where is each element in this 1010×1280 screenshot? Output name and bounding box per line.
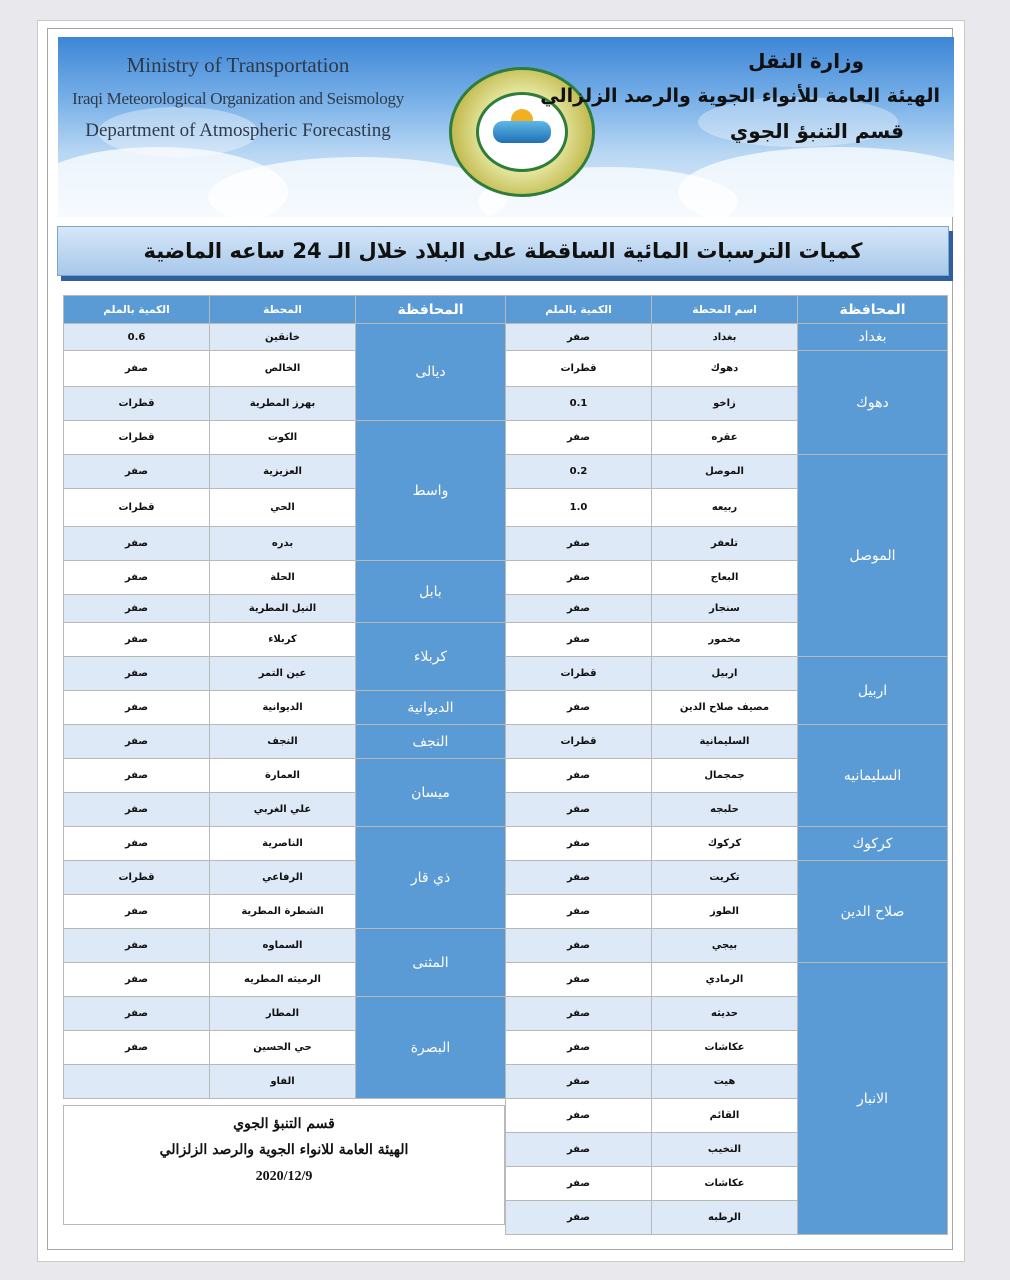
right-station-cell: مخمور: [652, 623, 798, 657]
right-header-governorate: المحافظة: [798, 296, 948, 324]
right-governorate-cell: صلاح الدين: [798, 861, 948, 963]
left-station-cell: الحلة: [210, 561, 356, 595]
right-table-row: [506, 455, 948, 489]
header-en-ministry: Ministry of Transportation: [126, 53, 350, 77]
right-station-cell: حديثه: [652, 997, 798, 1031]
left-amount-cell: قطرات: [64, 861, 210, 895]
left-amount-cell: صفر: [64, 527, 210, 561]
right-station-cell: هيت: [652, 1065, 798, 1099]
right-header-amount: الكمية بالملم: [506, 296, 652, 324]
left-header-governorate: المحافظة: [356, 296, 506, 324]
right-amount-cell: صفر: [506, 793, 652, 827]
left-governorate-cell: النجف: [356, 725, 506, 759]
header-ar-organization: الهيئة العامة للأنواء الجوية والرصد الزلزالي: [540, 85, 940, 107]
left-table-row: [64, 623, 506, 657]
left-station-cell: الشطرة المطرية: [210, 895, 356, 929]
right-station-cell: زاخو: [652, 387, 798, 421]
left-station-cell: النيل المطرية: [210, 595, 356, 623]
right-station-cell: مصيف صلاح الدين: [652, 691, 798, 725]
left-station-cell: علي الغربي: [210, 793, 356, 827]
report-title: كميات الترسبات المائية الساقطة على البلاد خلال الـ 24 ساعه الماضية: [57, 226, 949, 276]
left-table-row: [64, 324, 506, 351]
right-amount-cell: صفر: [506, 324, 652, 351]
left-amount-cell: صفر: [64, 657, 210, 691]
left-table-row: [64, 759, 506, 793]
right-amount-cell: صفر: [506, 827, 652, 861]
right-amount-cell: صفر: [506, 963, 652, 997]
left-station-cell: الناصرية: [210, 827, 356, 861]
header-ar-ministry: وزارة النقل: [748, 49, 864, 73]
header-en-organization: Iraqi Meteorological Organization and Seismology: [72, 89, 404, 108]
right-amount-cell: صفر: [506, 1065, 652, 1099]
right-amount-cell: صفر: [506, 895, 652, 929]
right-station-cell: سنجار: [652, 595, 798, 623]
left-governorate-cell: البصرة: [356, 997, 506, 1099]
left-amount-cell: صفر: [64, 455, 210, 489]
right-amount-cell: صفر: [506, 421, 652, 455]
left-amount-cell: 0.6: [64, 324, 210, 351]
left-station-cell: حي الحسين: [210, 1031, 356, 1065]
left-station-cell: العزيزية: [210, 455, 356, 489]
left-station-cell: المطار: [210, 997, 356, 1031]
left-station-cell: الرفاعي: [210, 861, 356, 895]
left-station-cell: بهرز المطرية: [210, 387, 356, 421]
left-table-row: [64, 561, 506, 595]
right-amount-cell: قطرات: [506, 725, 652, 759]
right-amount-cell: صفر: [506, 691, 652, 725]
right-station-cell: كركوك: [652, 827, 798, 861]
left-governorate-cell: الديوانية: [356, 691, 506, 725]
left-station-cell: عين التمر: [210, 657, 356, 691]
right-station-cell: اربيل: [652, 657, 798, 691]
right-station-cell: النخيب: [652, 1133, 798, 1167]
left-station-cell: الكوت: [210, 421, 356, 455]
left-amount-cell: صفر: [64, 895, 210, 929]
left-table-row: [64, 725, 506, 759]
left-station-cell: الحي: [210, 489, 356, 527]
right-station-cell: البعاج: [652, 561, 798, 595]
right-table-row: [506, 351, 948, 387]
right-station-cell: الرمادي: [652, 963, 798, 997]
right-governorate-cell: الانبار: [798, 963, 948, 1235]
right-amount-cell: 0.1: [506, 387, 652, 421]
right-amount-cell: صفر: [506, 1167, 652, 1201]
left-governorate-cell: ميسان: [356, 759, 506, 827]
right-amount-cell: صفر: [506, 861, 652, 895]
left-amount-cell: صفر: [64, 351, 210, 387]
left-header-amount: الكمية بالملم: [64, 296, 210, 324]
right-station-cell: القائم: [652, 1099, 798, 1133]
left-amount-cell: قطرات: [64, 489, 210, 527]
left-governorate-cell: ذي قار: [356, 827, 506, 929]
left-amount-cell: قطرات: [64, 421, 210, 455]
left-amount-cell: صفر: [64, 725, 210, 759]
right-station-cell: الموصل: [652, 455, 798, 489]
right-amount-cell: صفر: [506, 1201, 652, 1235]
right-governorate-cell: كركوك: [798, 827, 948, 861]
left-amount-cell: صفر: [64, 595, 210, 623]
right-station-cell: السليمانية: [652, 725, 798, 759]
right-governorate-cell: السليمانيه: [798, 725, 948, 827]
header-ar-department: قسم التنبؤ الجوي: [729, 119, 904, 143]
left-station-cell: خانقين: [210, 324, 356, 351]
signature-organization: الهيئة العامة للانواء الجوية والرصد الزلزالي: [159, 1142, 409, 1158]
right-table-row: [506, 324, 948, 351]
header-banner: [58, 37, 954, 217]
right-table-row: [506, 861, 948, 895]
left-amount-cell: صفر: [64, 793, 210, 827]
left-station-cell: النجف: [210, 725, 356, 759]
left-governorate-cell: ديالى: [356, 324, 506, 421]
right-station-cell: عكاشات: [652, 1167, 798, 1201]
right-governorate-cell: الموصل: [798, 455, 948, 657]
left-amount-cell: صفر: [64, 691, 210, 725]
right-amount-cell: صفر: [506, 1133, 652, 1167]
left-governorate-cell: واسط: [356, 421, 506, 561]
left-amount-cell: صفر: [64, 759, 210, 793]
right-amount-cell: صفر: [506, 527, 652, 561]
left-amount-cell: قطرات: [64, 387, 210, 421]
right-station-cell: جمجمال: [652, 759, 798, 793]
left-table-row: [64, 691, 506, 725]
right-amount-cell: قطرات: [506, 351, 652, 387]
signature-block: [63, 1105, 505, 1225]
signature-date: 2020/12/9: [255, 1169, 313, 1184]
right-amount-cell: صفر: [506, 759, 652, 793]
left-table-row: [64, 827, 506, 861]
left-amount-cell: صفر: [64, 561, 210, 595]
right-station-cell: حلبجه: [652, 793, 798, 827]
right-governorate-cell: دهوك: [798, 351, 948, 455]
left-table-row: [64, 421, 506, 455]
right-table-row: [506, 657, 948, 691]
right-table-row: [506, 963, 948, 997]
left-table-row: [64, 997, 506, 1031]
right-governorate-cell: بغداد: [798, 324, 948, 351]
right-header-station: اسم المحطة: [652, 296, 798, 324]
right-station-cell: بغداد: [652, 324, 798, 351]
left-amount-cell: [64, 1065, 210, 1099]
left-table-row: [64, 929, 506, 963]
left-station-cell: العمارة: [210, 759, 356, 793]
right-station-cell: ربيعه: [652, 489, 798, 527]
left-rainfall-table: [63, 295, 506, 1099]
right-table-row: [506, 827, 948, 861]
right-amount-cell: صفر: [506, 1031, 652, 1065]
right-station-cell: بيجي: [652, 929, 798, 963]
right-station-cell: دهوك: [652, 351, 798, 387]
right-station-cell: تكريت: [652, 861, 798, 895]
right-amount-cell: صفر: [506, 1099, 652, 1133]
left-amount-cell: صفر: [64, 827, 210, 861]
right-station-cell: الرطبه: [652, 1201, 798, 1235]
right-amount-cell: 1.0: [506, 489, 652, 527]
right-station-cell: عكاشات: [652, 1031, 798, 1065]
right-amount-cell: صفر: [506, 623, 652, 657]
signature-department: قسم التنبؤ الجوي: [233, 1116, 335, 1132]
right-station-cell: تلعفر: [652, 527, 798, 561]
left-station-cell: بدره: [210, 527, 356, 561]
left-governorate-cell: المثنى: [356, 929, 506, 997]
left-station-cell: الفاو: [210, 1065, 356, 1099]
right-amount-cell: صفر: [506, 997, 652, 1031]
right-governorate-cell: اربيل: [798, 657, 948, 725]
left-amount-cell: صفر: [64, 963, 210, 997]
right-amount-cell: صفر: [506, 595, 652, 623]
left-amount-cell: صفر: [64, 623, 210, 657]
left-header-station: المحطة: [210, 296, 356, 324]
left-station-cell: كربلاء: [210, 623, 356, 657]
left-station-cell: الديوانية: [210, 691, 356, 725]
left-amount-cell: صفر: [64, 997, 210, 1031]
left-station-cell: الخالص: [210, 351, 356, 387]
left-amount-cell: صفر: [64, 1031, 210, 1065]
right-station-cell: عقره: [652, 421, 798, 455]
right-rainfall-table: [505, 295, 948, 1235]
right-table-row: [506, 725, 948, 759]
left-station-cell: الرميثه المطريه: [210, 963, 356, 997]
right-amount-cell: قطرات: [506, 657, 652, 691]
right-station-cell: الطوز: [652, 895, 798, 929]
left-station-cell: السماوه: [210, 929, 356, 963]
right-amount-cell: صفر: [506, 561, 652, 595]
right-amount-cell: 0.2: [506, 455, 652, 489]
left-governorate-cell: بابل: [356, 561, 506, 623]
left-governorate-cell: كربلاء: [356, 623, 506, 691]
right-amount-cell: صفر: [506, 929, 652, 963]
left-amount-cell: صفر: [64, 929, 210, 963]
header-en-department: Department of Atmospheric Forecasting: [85, 120, 391, 141]
